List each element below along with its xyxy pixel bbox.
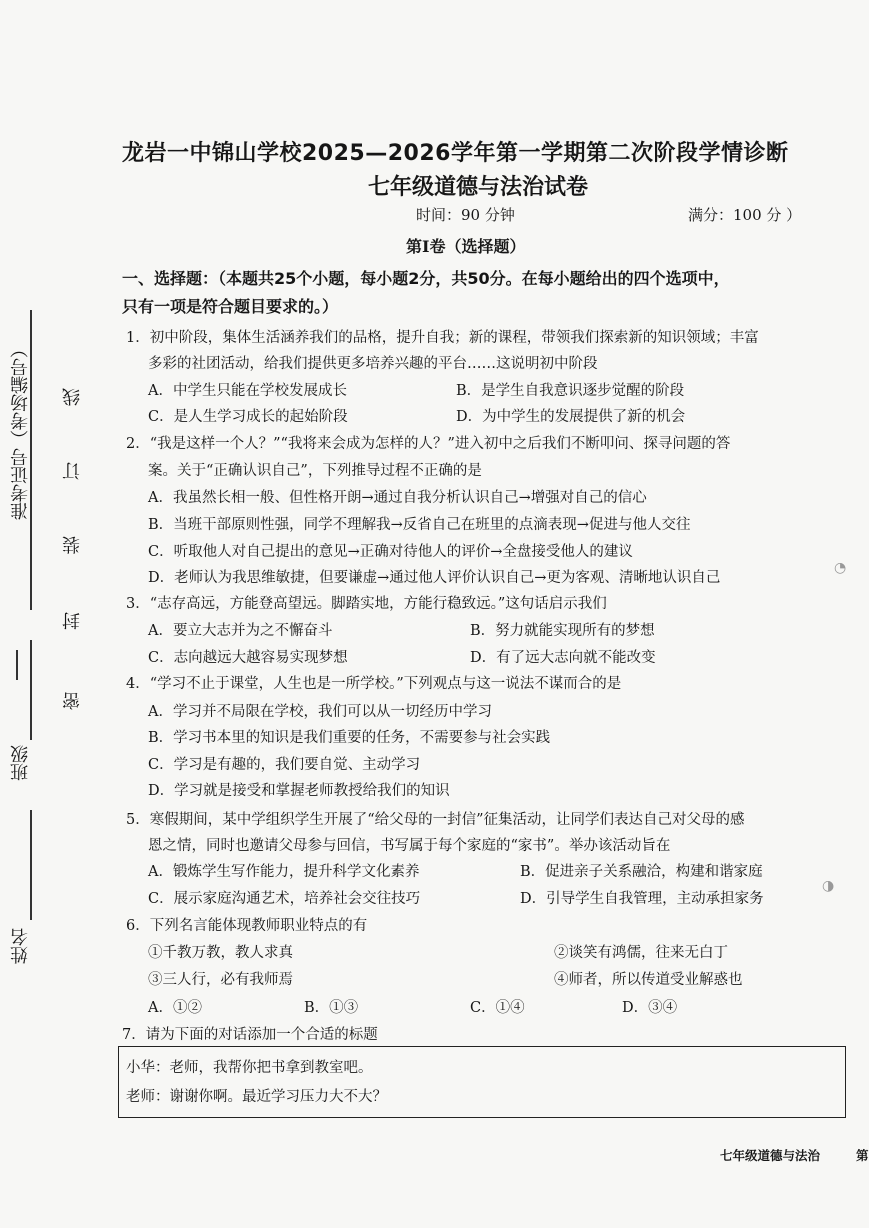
q4-option-a: A．学习并不局限在学校，我们可以从一切经历中学习 (148, 704, 492, 720)
footer-subject: 七年级道德与法治 (720, 1148, 821, 1163)
q1-option-b: B．是学生自我意识逐步觉醒的阶段 (456, 383, 685, 399)
scan-smudge-icon: ◑ (822, 878, 835, 894)
q2-option-d: D．老师认为我思维敏捷，但要谦虚→通过他人评价认识自己→更为客观、清晰地认识自己 (148, 570, 721, 586)
q5-option-d: D．引导学生自我管理，主动承担家务 (520, 891, 764, 907)
binding-line-name (30, 810, 32, 920)
q5-stem-2: 恩之情，同时也邀请父母参与回信，书写属于每个家庭的“家书”。举办该活动旨在 (148, 838, 671, 854)
q2-stem-2: 案。关于“正确认识自己”，下列推导过程不正确的是 (148, 463, 482, 479)
exam-title: 龙岩一中锦山学校2025—2026学年第一学期第二次阶段学情诊断 (122, 141, 789, 166)
exam-time: 时间：90 分钟 (416, 206, 515, 224)
dialog-line-1: 小华：老师，我帮你把书拿到教室吧。 (126, 1060, 373, 1076)
q2-option-b: B．当班干部原则性强，同学不理解我→反省自己在班里的点滴表现→促进与他人交往 (148, 517, 691, 533)
q4-option-c: C．学习是有趣的，我们要自觉、主动学习 (148, 757, 421, 773)
seal-char-xian: 线 (62, 388, 83, 406)
q6-stem: 6．下列名言能体现教师职业特点的有 (126, 918, 368, 934)
q4-option-d: D．学习就是接受和掌握老师教授给我们的知识 (148, 783, 450, 799)
q6-item-1: ①千教万教，教人求真 (148, 945, 293, 961)
q1-option-c: C．是人生学习成长的起始阶段 (148, 409, 348, 425)
q2-option-c: C．听取他人对自己提出的意见→正确对待他人的评价→全盘接受他人的建议 (148, 544, 633, 560)
q7-stem: 7．请为下面的对话添加一个合适的标题 (122, 1027, 378, 1043)
footer-page: 第 (856, 1148, 869, 1163)
q6-option-a: A．①② (148, 1000, 202, 1016)
q1-option-d: D．为中学生的发展提供了新的机会 (456, 409, 686, 425)
exam-no-label: 准考证号（考场编号） (10, 340, 31, 520)
q6-item-3: ③三人行，必有我师焉 (148, 972, 293, 988)
q3-stem: 3．“志存高远，方能登高望远。脚踏实地，方能行稳致远。”这句话启示我们 (126, 596, 607, 612)
q5-option-b: B．促进亲子关系融洽，构建和谐家庭 (520, 864, 763, 880)
q2-stem-1: 2．“我是这样一个人？”“我将来会成为怎样的人？”进入初中之后我们不断叩问、探寻问题的答 (126, 436, 731, 452)
scan-smudge-icon: ◔ (834, 560, 847, 576)
instructions-line-1: 一、选择题：（本题共25个小题，每小题2分，共50分。在每小题给出的四个选项中， (122, 269, 730, 288)
q6-option-c: C．①④ (470, 1000, 525, 1016)
seal-char-zhuang: 装 (62, 536, 83, 554)
section-heading: 第Ⅰ卷（选择题） (406, 237, 526, 256)
dialog-line-2: 老师：谢谢你啊。最近学习压力大不大？ (126, 1089, 387, 1105)
q4-option-b: B．学习书本里的知识是我们重要的任务，不需要参与社会实践 (148, 730, 551, 746)
q4-stem: 4．“学习不止于课堂，人生也是一所学校。”下列观点与这一说法不谋而合的是 (126, 676, 622, 692)
seal-char-mi: 密 (62, 692, 83, 710)
exam-score: 满分：100 分 ） (688, 206, 802, 224)
class-label: 班级 (10, 745, 31, 781)
q3-option-b: B．努力就能实现所有的梦想 (470, 623, 655, 639)
q1-option-a: A．中学生只能在学校发展成长 (148, 383, 347, 399)
q2-option-a: A．我虽然长相一般、但性格开朗→通过自我分析认识自己→增强对自己的信心 (148, 490, 647, 506)
binding-mark-short (16, 650, 18, 680)
binding-line-class (30, 640, 32, 740)
seal-char-ding: 订 (62, 462, 83, 480)
q3-option-a: A．要立大志并为之不懈奋斗 (148, 623, 333, 639)
q6-item-2: ②谈笑有鸿儒，往来无白丁 (554, 945, 728, 961)
q1-stem-1: 1．初中阶段，集体生活涵养我们的品格，提升自我；新的课程，带领我们探索新的知识领域；丰富 (126, 330, 759, 346)
q6-item-4: ④师者，所以传道受业解惑也 (554, 972, 743, 988)
instructions-line-2: 只有一项是符合题目要求的。） (122, 297, 339, 316)
q1-stem-2: 多彩的社团活动，给我们提供更多培养兴趣的平台……这说明初中阶段 (148, 356, 598, 372)
q6-option-d: D．③④ (622, 1000, 678, 1016)
q5-stem-1: 5．寒假期间，某中学组织学生开展了“给父母的一封信”征集活动，让同学们表达自己对父母的感 (126, 812, 745, 828)
name-label: 姓名 (10, 928, 31, 964)
q3-option-c: C．志向越远大越容易实现梦想 (148, 650, 348, 666)
q6-option-b: B．①③ (304, 1000, 359, 1016)
q3-option-d: D．有了远大志向就不能改变 (470, 650, 656, 666)
seal-char-feng: 封 (62, 612, 83, 630)
q5-option-c: C．展示家庭沟通艺术，培养社会交往技巧 (148, 891, 421, 907)
q5-option-a: A．锻炼学生写作能力，提升科学文化素养 (148, 864, 420, 880)
exam-subtitle: 七年级道德与法治试卷 (368, 175, 589, 200)
